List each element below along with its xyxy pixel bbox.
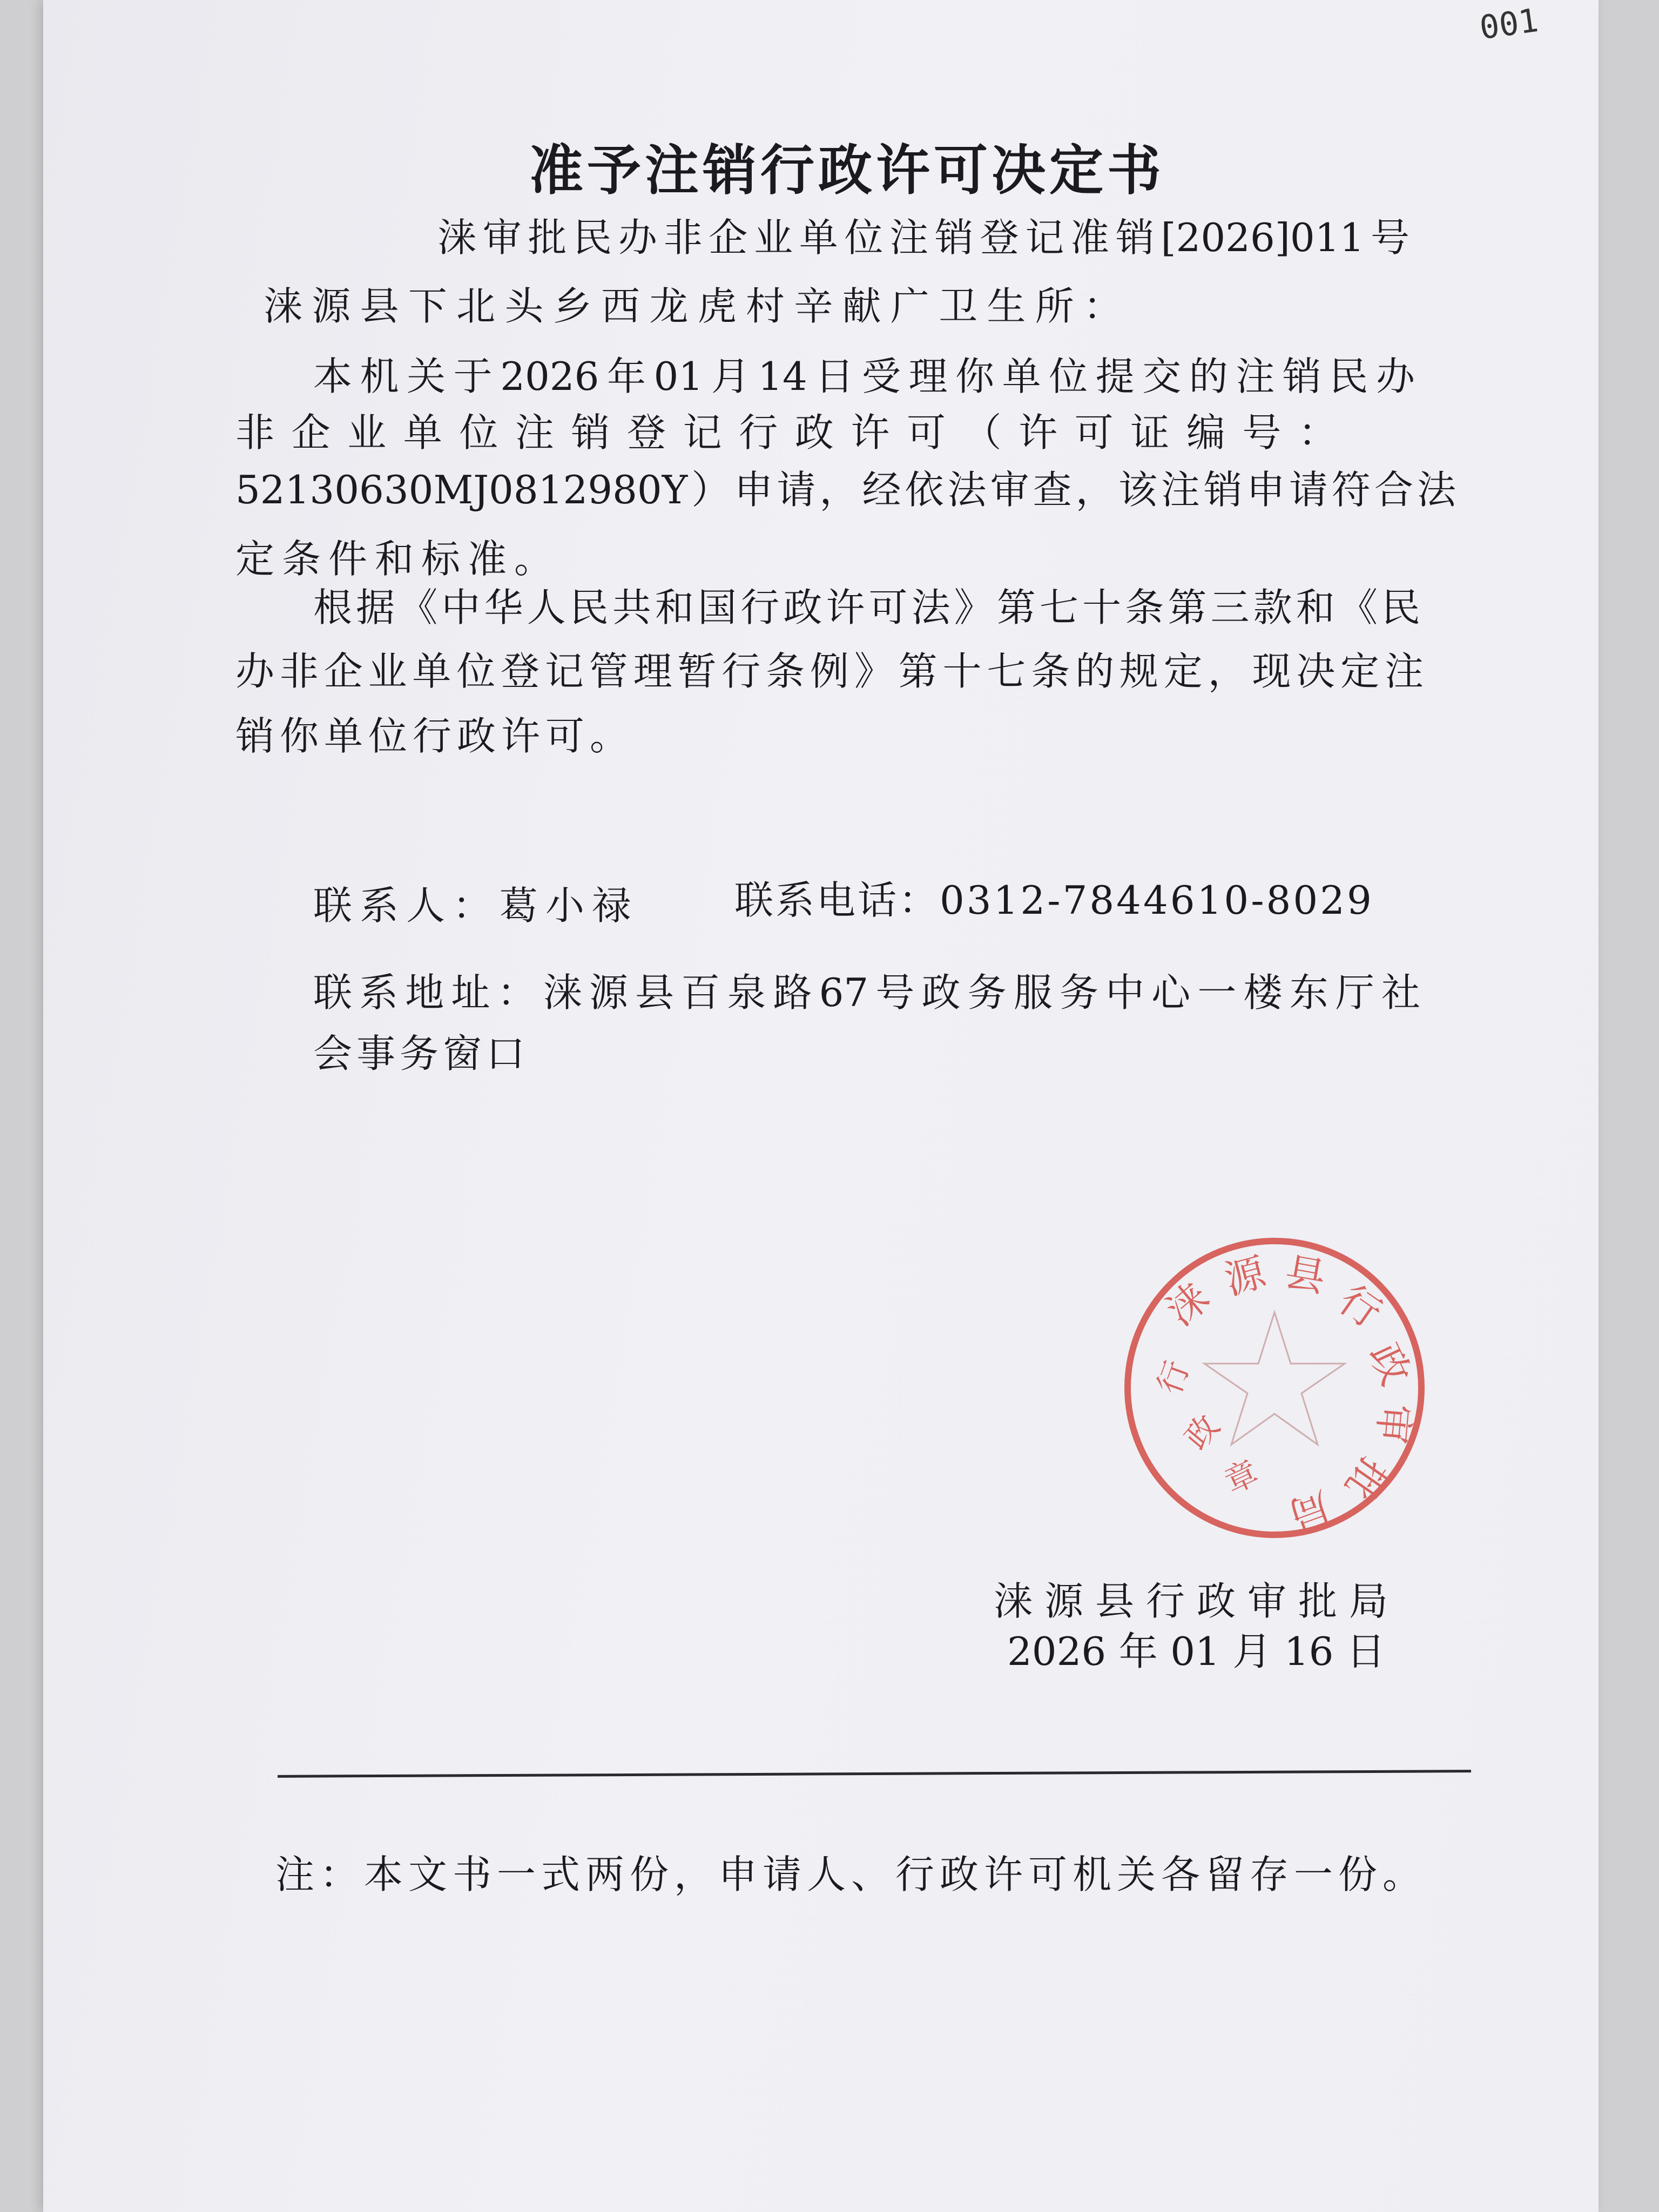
paragraph1-line: 52130630MJ0812980Y）申请，经依法审查，该注销申请符合法 (235, 467, 1456, 512)
svg-text:源: 源 (1219, 1249, 1271, 1304)
paragraph1-line: 非企业单位注销登记行政许可（许可证编号： (235, 410, 1337, 455)
contact-address-line: 会事务窗口 (313, 1031, 530, 1076)
document-title: 准予注销行政许可决定书 (529, 139, 1161, 202)
paragraph2-line: 办非企业单位登记管理暂行条例》第十七条的规定，现决定注 (235, 649, 1424, 694)
contact-phone: 联系电话：0312-7844610-8029 (734, 878, 1374, 923)
paragraph1-line: 本机关于2026年01月14日受理你单位提交的注销民办 (313, 354, 1415, 399)
svg-text:审: 审 (1368, 1402, 1418, 1446)
svg-text:章: 章 (1219, 1453, 1265, 1502)
page-mark: 001 (1477, 1, 1541, 48)
divider-line (278, 1770, 1471, 1778)
issuer-name: 涞源县行政审批局 (994, 1579, 1388, 1624)
svg-text:政: 政 (1177, 1407, 1228, 1457)
contact-address-line: 联系地址：涞源县百泉路67号政务服务中心一楼东厅社 (313, 970, 1420, 1015)
official-seal (1118, 1231, 1431, 1545)
paragraph2-line: 根据《中华人民共和国行政许可法》第七十条第三款和《民 (313, 585, 1420, 630)
contact-person: 联系人：葛小禄 (313, 883, 639, 928)
svg-text:行: 行 (1330, 1276, 1390, 1338)
seal-text (1150, 1249, 1419, 1539)
footnote: 注：本文书一式两份，申请人、行政许可机关各留存一份。 (275, 1852, 1427, 1897)
paragraph2-line: 销你单位行政许可。 (235, 713, 635, 759)
issue-date: 2026年01月16日 (1007, 1629, 1385, 1674)
svg-text:涞: 涞 (1157, 1273, 1218, 1335)
paragraph1-line: 定条件和标准。 (235, 536, 561, 582)
document-page (43, 0, 1599, 2212)
svg-text:县: 县 (1281, 1249, 1329, 1301)
addressee: 涞源县下北头乡西龙虎村辛献广卫生所： (264, 284, 1122, 329)
document-number: 涞审批民办非企业单位注销登记准销[2026]011号 (437, 215, 1410, 260)
svg-text:政: 政 (1360, 1336, 1419, 1393)
svg-text:批: 批 (1336, 1449, 1397, 1509)
svg-text:局: 局 (1283, 1482, 1337, 1540)
svg-text:行: 行 (1150, 1355, 1197, 1399)
